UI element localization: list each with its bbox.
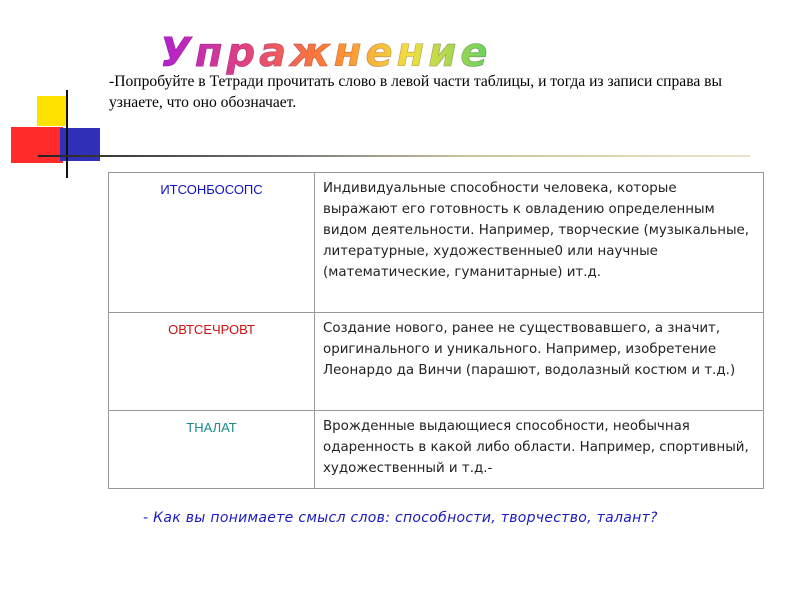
- intro-text: -Попробуйте в Тетради прочитать слово в левой части таблицы, и тогда из записи справа вы узнаете, что оно обозначает.: [109, 73, 723, 111]
- scrambled-word: ОВТСЕЧРОВТ: [109, 313, 315, 411]
- decor-red-square: [11, 127, 63, 163]
- decor-vertical-line: [66, 90, 68, 178]
- word-description: Индивидуальные способности человека, которые выражают его готовность к овладению определенным видом деятельности. Например, творческие (музыкальные, литературные, художественные0 или научные (математические, гуманитарные) ит.д.: [315, 173, 764, 313]
- table-row: [109, 313, 764, 411]
- word-description: Врожденные выдающиеся способности, необычная одаренность в какой либо области. Например, спортивный, художественный и т.д.-: [315, 411, 764, 489]
- exercise-table: [108, 172, 764, 489]
- table-row: [109, 411, 764, 489]
- slide-title: Упражнение: [160, 28, 660, 78]
- decor-yellow-square: [37, 96, 67, 126]
- scrambled-word: ТНАЛАТ: [109, 411, 315, 489]
- decor-horizontal-line: [38, 155, 750, 157]
- word-description: Создание нового, ранее не существовавшего, а значит, оригинального и уникального. Например, изобретение Леонардо да Винчи (парашют, водолазный костюм и т.д.): [315, 313, 764, 411]
- scrambled-word: ИТСОНБОСОПС: [109, 173, 315, 313]
- discussion-question: - Как вы понимаете смысл слов: способности, творчество, талант?: [143, 510, 658, 526]
- table-row: [109, 173, 764, 313]
